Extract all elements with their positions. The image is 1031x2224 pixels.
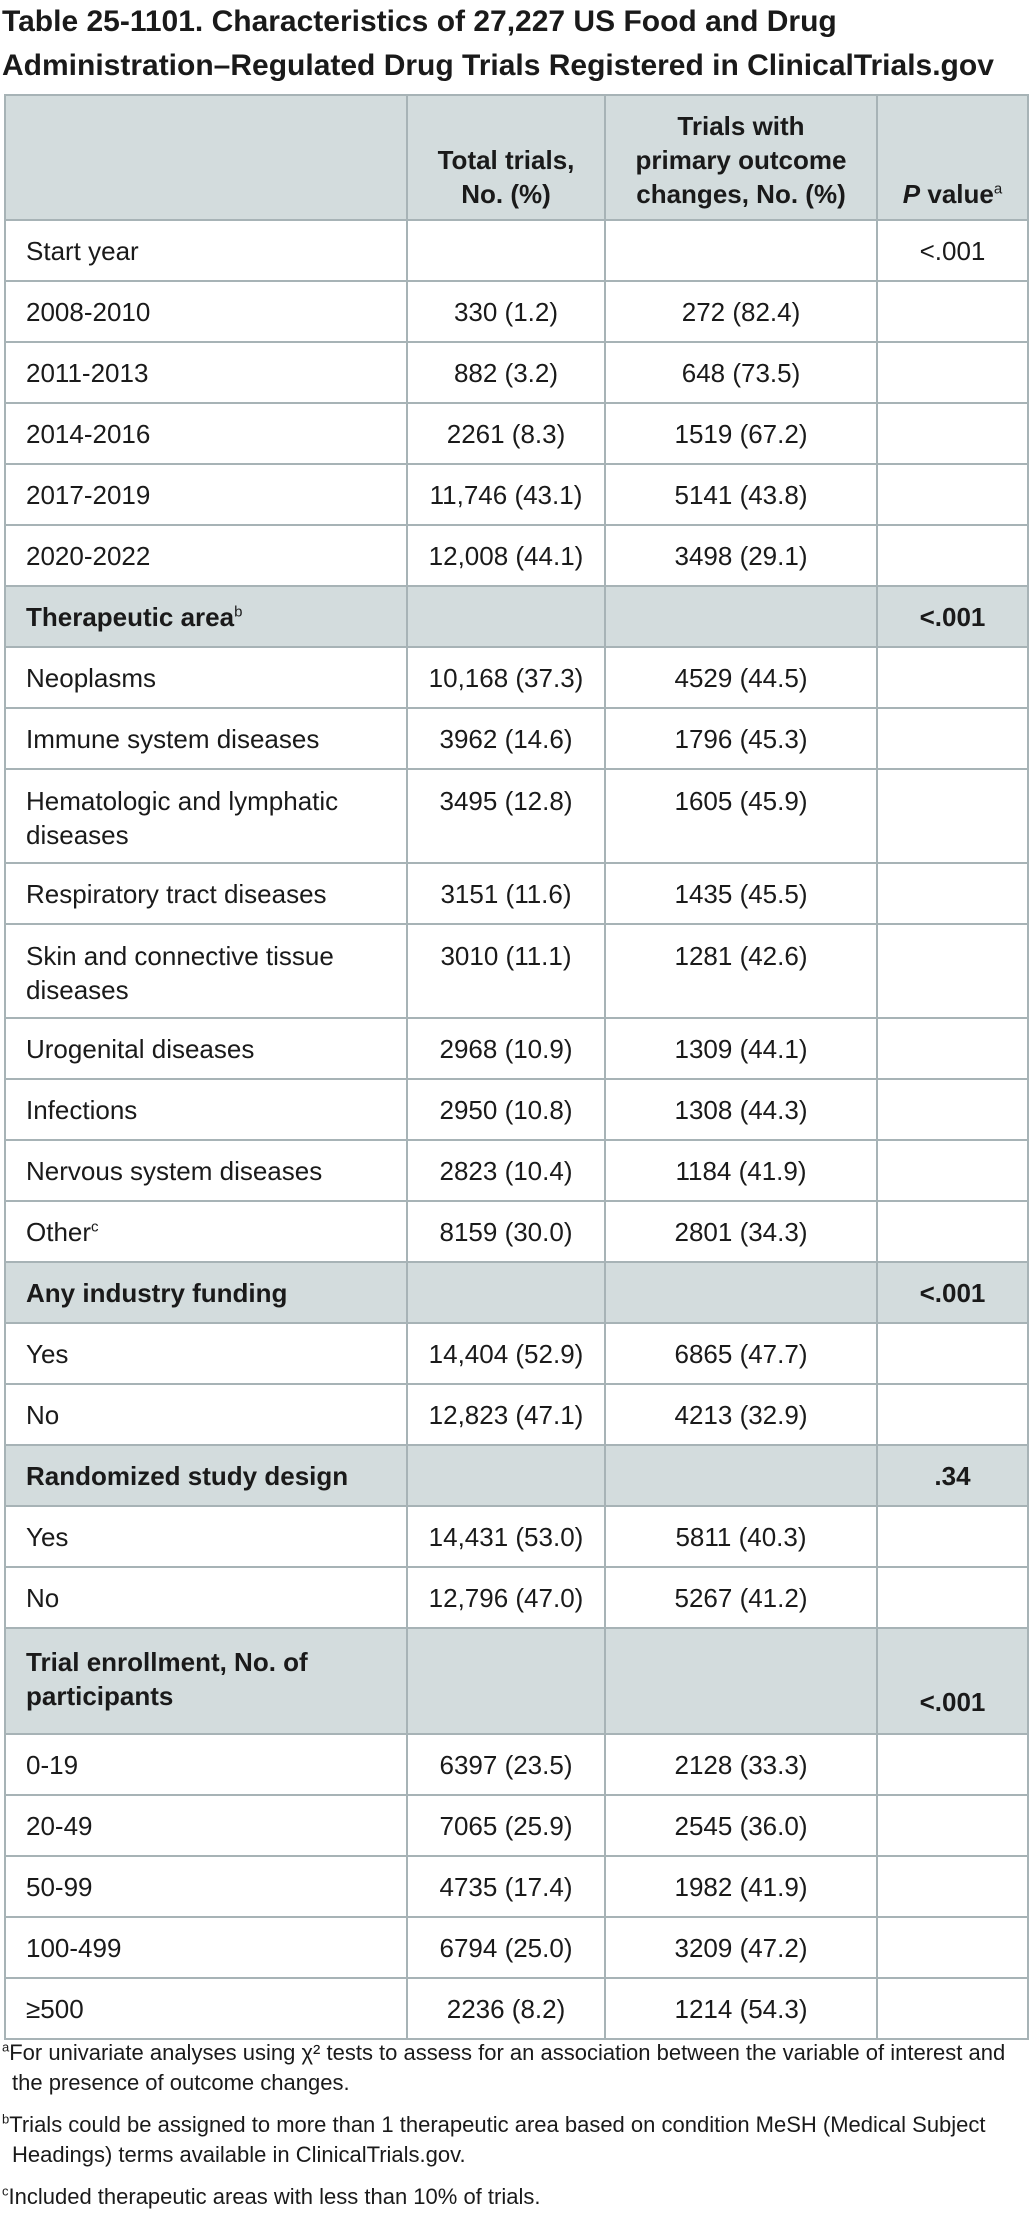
footnote-c-text: Included therapeutic areas with less than 10% of trials. (8, 2184, 541, 2209)
total-cell: 3962 (14.6) (407, 708, 605, 769)
cell-empty (877, 1795, 1028, 1856)
table-row (5, 1384, 1028, 1445)
row-label: 2011-2013 (5, 342, 407, 403)
table-header-row (5, 95, 1028, 220)
total-cell: 10,168 (37.3) (407, 647, 605, 708)
row-label: No (5, 1384, 407, 1445)
cell-empty (877, 525, 1028, 586)
cell-empty (877, 708, 1028, 769)
total-cell: 6397 (23.5) (407, 1734, 605, 1795)
changes-cell: 4213 (32.9) (605, 1384, 877, 1445)
cell-empty (877, 1140, 1028, 1201)
section-label-sup: b (234, 602, 243, 620)
cell-empty (605, 220, 877, 281)
cell-empty (877, 647, 1028, 708)
header-p-sup: a (993, 180, 1003, 198)
cell-empty (407, 1628, 605, 1734)
total-cell: 3495 (12.8) (407, 769, 605, 863)
section-label (5, 1628, 407, 1734)
table-row (5, 1079, 1028, 1140)
row-label: Yes (5, 1323, 407, 1384)
cell-empty (605, 1262, 877, 1323)
table-row (5, 1506, 1028, 1567)
table-row (5, 1917, 1028, 1978)
row-label-line-2: diseases (26, 975, 129, 1005)
table-title-line-2: Administration–Regulated Drug Trials Registered in ClinicalTrials.gov (2, 49, 994, 82)
row-label: No (5, 1567, 407, 1628)
row-label-line-1: Hematologic and lymphatic (26, 786, 339, 816)
table-row (5, 1018, 1028, 1079)
section-label (5, 586, 407, 647)
cell-empty (605, 1445, 877, 1506)
cell-empty (877, 1734, 1028, 1795)
cell-empty (877, 281, 1028, 342)
table-row (5, 924, 1028, 1018)
row-label: Respiratory tract diseases (5, 863, 407, 924)
section-row-therapeutic-area (5, 586, 1028, 647)
row-label: Nervous system diseases (5, 1140, 407, 1201)
table-title-line-1: Table 25-1101. Characteristics of 27,227 US Food and Drug (2, 5, 837, 38)
changes-cell: 1605 (45.9) (605, 769, 877, 863)
changes-cell: 5811 (40.3) (605, 1506, 877, 1567)
row-label-text: Other (26, 1216, 92, 1247)
table-row (5, 525, 1028, 586)
row-label-line-2: diseases (26, 820, 129, 850)
table-title (0, 0, 1031, 88)
header-total-line-1: Total trials, (437, 145, 575, 175)
header-total-line-2: No. (%) (461, 179, 551, 209)
changes-cell: 1796 (45.3) (605, 708, 877, 769)
row-label: Urogenital diseases (5, 1018, 407, 1079)
total-cell: 4735 (17.4) (407, 1856, 605, 1917)
row-label (5, 769, 407, 863)
header-changes-line-3: changes, No. (%) (636, 179, 846, 209)
table-row (5, 464, 1028, 525)
changes-cell: 3209 (47.2) (605, 1917, 877, 1978)
cell-empty (877, 403, 1028, 464)
total-cell: 12,823 (47.1) (407, 1384, 605, 1445)
cell-empty (877, 1567, 1028, 1628)
cell-empty (407, 1262, 605, 1323)
p-value-cell: <.001 (877, 220, 1028, 281)
row-label: 50-99 (5, 1856, 407, 1917)
table-row (5, 1795, 1028, 1856)
cell-empty (877, 1018, 1028, 1079)
total-cell: 2261 (8.3) (407, 403, 605, 464)
cell-empty (877, 1856, 1028, 1917)
total-cell: 14,404 (52.9) (407, 1323, 605, 1384)
table-row (5, 403, 1028, 464)
changes-cell: 1308 (44.3) (605, 1079, 877, 1140)
header-outcome-changes (605, 95, 877, 220)
header-empty-cell (5, 95, 407, 220)
data-table (4, 94, 1029, 2040)
table-row (5, 1567, 1028, 1628)
row-label: 0-19 (5, 1734, 407, 1795)
total-cell: 6794 (25.0) (407, 1917, 605, 1978)
section-label-text: Therapeutic area (26, 601, 235, 632)
table-row (5, 1734, 1028, 1795)
section-label-line-1: Trial enrollment, No. of (26, 1647, 308, 1677)
section-row-enrollment (5, 1628, 1028, 1734)
cell-empty (877, 1506, 1028, 1567)
footnote-b-marker: b (2, 2111, 10, 2127)
row-label: ≥500 (5, 1978, 407, 2039)
changes-cell: 648 (73.5) (605, 342, 877, 403)
footnote-b (0, 2110, 1031, 2170)
footnote-a-marker: a (2, 2039, 10, 2055)
row-label: Start year (5, 220, 407, 281)
changes-cell: 1519 (67.2) (605, 403, 877, 464)
section-label: Randomized study design (5, 1445, 407, 1506)
total-cell: 2950 (10.8) (407, 1079, 605, 1140)
table-row (5, 769, 1028, 863)
row-label: 2014-2016 (5, 403, 407, 464)
row-label: 2017-2019 (5, 464, 407, 525)
header-total-trials (407, 95, 605, 220)
header-changes-line-2: primary outcome (635, 145, 847, 175)
total-cell: 14,431 (53.0) (407, 1506, 605, 1567)
table-row (5, 281, 1028, 342)
cell-empty (877, 1384, 1028, 1445)
total-cell: 882 (3.2) (407, 342, 605, 403)
changes-cell: 1184 (41.9) (605, 1140, 877, 1201)
changes-cell: 4529 (44.5) (605, 647, 877, 708)
cell-empty (407, 1445, 605, 1506)
changes-cell: 272 (82.4) (605, 281, 877, 342)
footnote-b-text: Trials could be assigned to more than 1 therapeutic area based on condition MeSH (Medical Subject Headings) terms available in ClinicalTrials.gov. (9, 2112, 986, 2167)
changes-cell: 1309 (44.1) (605, 1018, 877, 1079)
table-row (5, 1978, 1028, 2039)
table-row (5, 1856, 1028, 1917)
cell-empty (877, 1201, 1028, 1262)
row-label: 20-49 (5, 1795, 407, 1856)
footnote-c (0, 2182, 1031, 2212)
changes-cell: 2545 (36.0) (605, 1795, 877, 1856)
section-row-start-year (5, 220, 1028, 281)
section-row-industry-funding (5, 1262, 1028, 1323)
total-cell: 11,746 (43.1) (407, 464, 605, 525)
total-cell: 2236 (8.2) (407, 1978, 605, 2039)
changes-cell: 6865 (47.7) (605, 1323, 877, 1384)
row-label-line-1: Skin and connective tissue (26, 941, 334, 971)
total-cell: 7065 (25.9) (407, 1795, 605, 1856)
table-row (5, 1201, 1028, 1262)
header-p-value (877, 95, 1028, 220)
table-row (5, 1323, 1028, 1384)
total-cell: 12,008 (44.1) (407, 525, 605, 586)
p-value-cell: <.001 (877, 1628, 1028, 1734)
p-value-cell: <.001 (877, 586, 1028, 647)
total-cell: 2823 (10.4) (407, 1140, 605, 1201)
section-label-line-2: participants (26, 1681, 174, 1711)
header-p-text: value (920, 179, 994, 209)
table-row (5, 708, 1028, 769)
row-label: Immune system diseases (5, 708, 407, 769)
section-label: Any industry funding (5, 1262, 407, 1323)
table-row (5, 647, 1028, 708)
cell-empty (877, 924, 1028, 1018)
total-cell: 3010 (11.1) (407, 924, 605, 1018)
footnote-a (0, 2038, 1031, 2098)
p-value-cell: .34 (877, 1445, 1028, 1506)
total-cell: 330 (1.2) (407, 281, 605, 342)
changes-cell: 1435 (45.5) (605, 863, 877, 924)
row-label: Neoplasms (5, 647, 407, 708)
cell-empty (407, 220, 605, 281)
row-label-sup: c (91, 1217, 99, 1235)
cell-empty (877, 1978, 1028, 2039)
header-changes-line-1: Trials with (677, 111, 805, 141)
table-row (5, 1140, 1028, 1201)
table-row (5, 863, 1028, 924)
changes-cell: 5141 (43.8) (605, 464, 877, 525)
table-row (5, 342, 1028, 403)
cell-empty (605, 586, 877, 647)
footnote-a-text: For univariate analyses using χ² tests to assess for an association between the variable of interest and the presence of outcome changes. (9, 2040, 1006, 2095)
changes-cell: 3498 (29.1) (605, 525, 877, 586)
changes-cell: 1281 (42.6) (605, 924, 877, 1018)
cell-empty (877, 1323, 1028, 1384)
row-label: 100-499 (5, 1917, 407, 1978)
changes-cell: 2801 (34.3) (605, 1201, 877, 1262)
cell-empty (877, 1917, 1028, 1978)
total-cell: 8159 (30.0) (407, 1201, 605, 1262)
row-label: Infections (5, 1079, 407, 1140)
section-row-randomized (5, 1445, 1028, 1506)
changes-cell: 1214 (54.3) (605, 1978, 877, 2039)
cell-empty (407, 586, 605, 647)
p-value-cell: <.001 (877, 1262, 1028, 1323)
header-p-italic: P (902, 179, 921, 209)
row-label: 2008-2010 (5, 281, 407, 342)
footnotes (0, 2038, 1031, 2224)
cell-empty (877, 863, 1028, 924)
changes-cell: 1982 (41.9) (605, 1856, 877, 1917)
row-label: 2020-2022 (5, 525, 407, 586)
cell-empty (877, 1079, 1028, 1140)
total-cell: 12,796 (47.0) (407, 1567, 605, 1628)
cell-empty (877, 464, 1028, 525)
changes-cell: 5267 (41.2) (605, 1567, 877, 1628)
cell-empty (877, 342, 1028, 403)
cell-empty (877, 769, 1028, 863)
row-label (5, 924, 407, 1018)
row-label (5, 1201, 407, 1262)
total-cell: 3151 (11.6) (407, 863, 605, 924)
row-label: Yes (5, 1506, 407, 1567)
changes-cell: 2128 (33.3) (605, 1734, 877, 1795)
footnote-c-marker: c (2, 2183, 9, 2199)
total-cell: 2968 (10.9) (407, 1018, 605, 1079)
cell-empty (605, 1628, 877, 1734)
